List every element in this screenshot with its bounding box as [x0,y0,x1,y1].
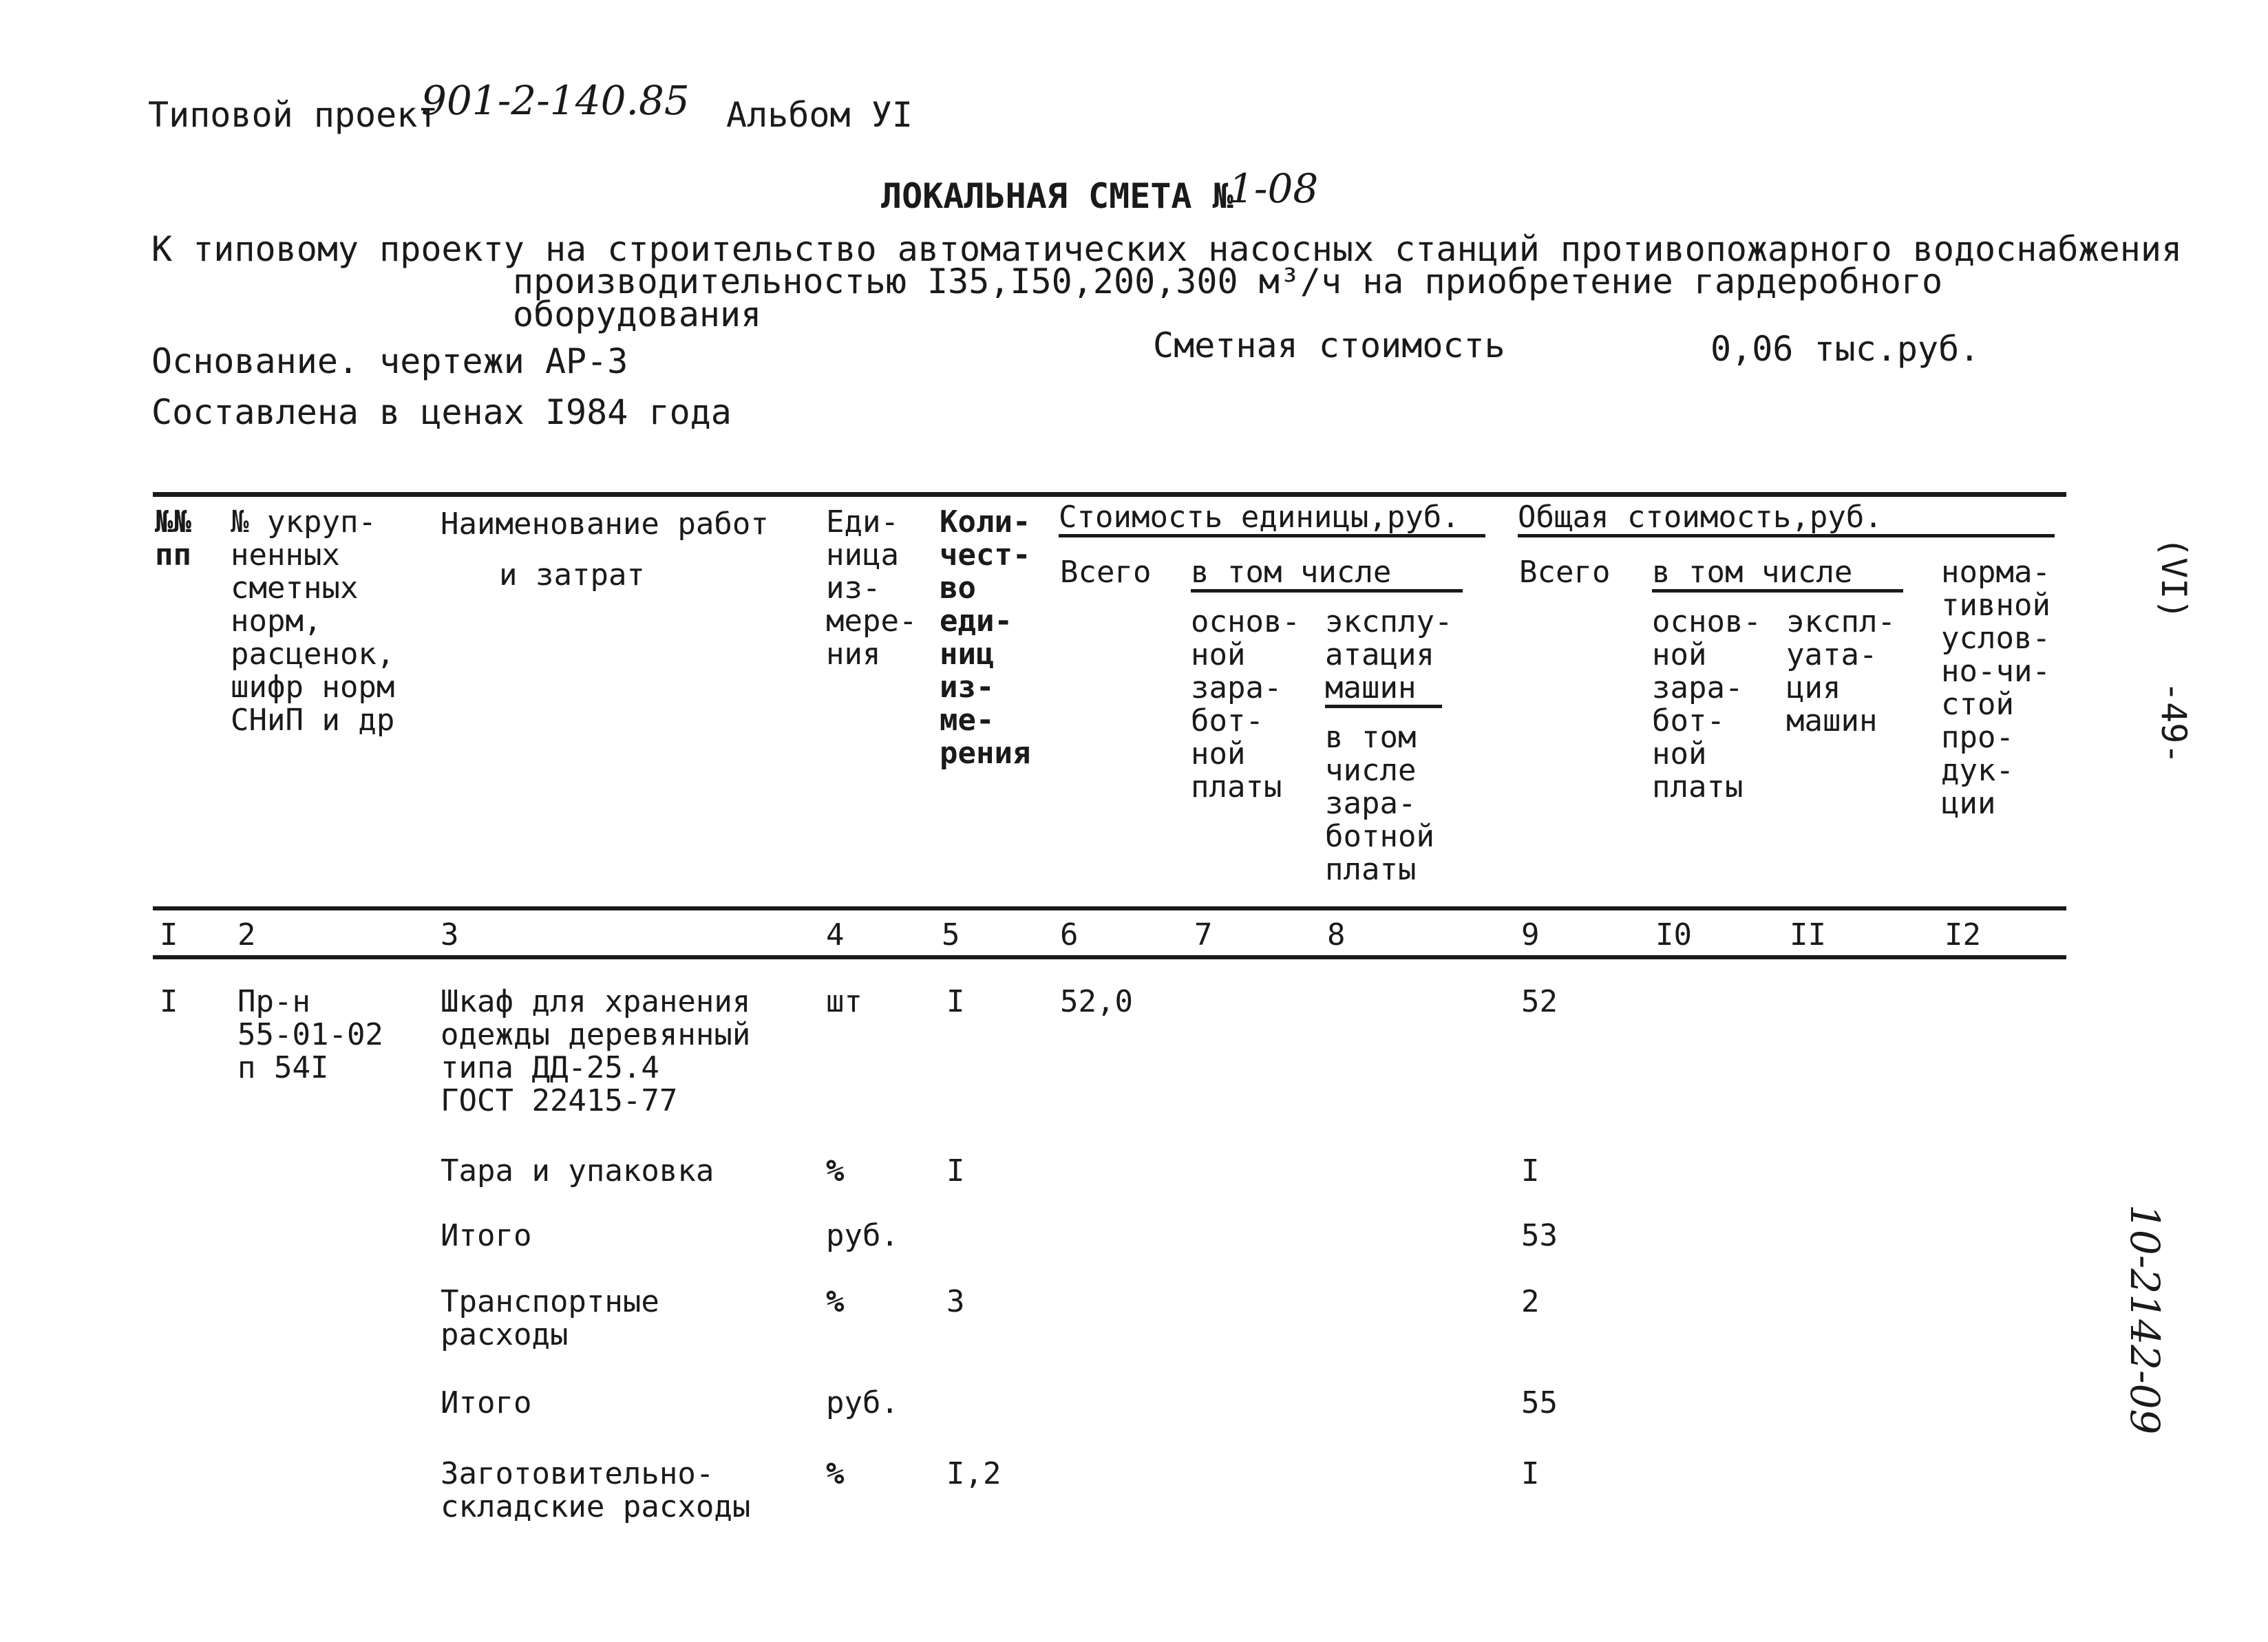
row-unit: руб. [826,1385,899,1420]
header-unit: Еди- ница из- мере- ния [826,504,918,672]
row-unit: % [826,1456,845,1491]
row-number: I [160,984,178,1019]
row-quantity: I,2 [946,1456,1001,1491]
row-total-cost: 52 [1521,984,1558,1019]
estimate-title: ЛОКАЛЬНАЯ СМЕТА № [881,176,1233,216]
header-row-number: №№ пп [155,504,191,573]
estimate-number: 1-08 [1229,165,1319,212]
table-header-rule [153,906,2066,910]
table-top-rule [153,492,2066,497]
header-work-name-2: и затрат [499,557,645,593]
header-normative-output: норма- тивной услов- но-чи- стой про- дук- ции [1941,555,2050,821]
description-line-1: К типовому проекту на строительство автоматических насосных станций противопожарного водоснабжения [151,229,2183,269]
header-total-machine-operation: экспл- уата- ция машин [1786,604,1896,738]
row-work-name: Тара и упаковка [441,1153,714,1188]
column-number: I2 [1944,917,1981,952]
row-quantity: I [946,984,965,1019]
column-number: 7 [1194,917,1213,952]
column-number: II [1790,917,1826,952]
column-number: I0 [1655,917,1692,952]
row-total-cost: 2 [1521,1284,1540,1319]
column-numbers-rule [153,955,2066,959]
project-label: Типовой проект [148,95,438,135]
header-work-name: Наименование работ [441,507,769,542]
header-unit-machine-wage: в том числе зара- ботной платы [1325,720,1434,887]
column-number: 3 [441,917,459,952]
column-number: 5 [942,917,960,952]
header-total-cost-total: Всего [1519,555,1611,590]
header-norm-code: № укруп- ненных сметных норм, расценок, шифр норм СНиП и др [231,504,395,738]
header-unit-cost-including: в том числе [1191,556,1463,593]
row-unit: % [826,1284,845,1319]
header-total-cost: Общая стоимость,руб. [1518,501,2055,537]
cost-label: Сметная стоимость [1153,326,1505,365]
row-total-cost: 53 [1521,1218,1558,1253]
row-work-name: Заготовительно- складские расходы [441,1456,751,1524]
cost-value: 0,06 тыс.руб. [1710,329,1980,369]
row-unit: % [826,1153,845,1188]
basis-text: Основание. чертежи АР-3 [151,341,628,381]
row-total-cost: 55 [1521,1385,1558,1420]
row-unit: шт [826,984,862,1019]
header-quantity: Коли- чест- во еди- ниц из- ме- рения [940,504,1031,771]
row-quantity: 3 [946,1284,965,1319]
header-unit-cost-total: Всего [1060,555,1152,590]
column-number: 6 [1060,917,1079,952]
column-number: I [160,917,178,952]
row-quantity: I [946,1153,965,1188]
description-line-2: производительностью I35,I50,200,300 м³/ч на приобретение гардеробного [513,262,1943,301]
row-unit: руб. [826,1218,899,1253]
row-work-name: Итого [441,1385,532,1420]
header-unit-cost: Стоимость единицы,руб. [1059,501,1485,537]
album-mark: (VI) [2154,537,2194,620]
album-label: Альбом УI [726,95,913,135]
column-number: 2 [237,917,256,952]
compiled-text: Составлена в ценах I984 года [151,392,732,432]
row-work-name: Шкаф для хранения одежды деревянный типа ДД-25.4 ГОСТ 22415-77 [441,984,751,1118]
column-number: 4 [826,917,845,952]
row-total-cost: I [1521,1153,1540,1188]
row-total-cost: I [1521,1456,1540,1491]
page-mark: -49- [2154,681,2194,765]
project-number: 901-2-140.85 [421,77,690,124]
column-number: 9 [1521,917,1540,952]
archive-number: 10-2142-09 [2121,1204,2168,1435]
row-unit-cost: 52,0 [1060,984,1133,1019]
description-line-3: оборудования [513,295,762,334]
row-norm-code: Пр-н 55-01-02 п 54I [237,984,383,1085]
header-total-cost-including: в том числе [1652,556,1903,593]
header-total-base-wage: основ- ной зара- бот- ной платы [1652,604,1761,804]
header-unit-base-wage: основ- ной зара- бот- ной платы [1191,604,1300,804]
row-work-name: Итого [441,1218,532,1253]
row-work-name: Транспортные расходы [441,1284,659,1352]
header-unit-machine-operation: эксплу- атация машин [1325,606,1442,708]
column-number: 8 [1327,917,1346,952]
